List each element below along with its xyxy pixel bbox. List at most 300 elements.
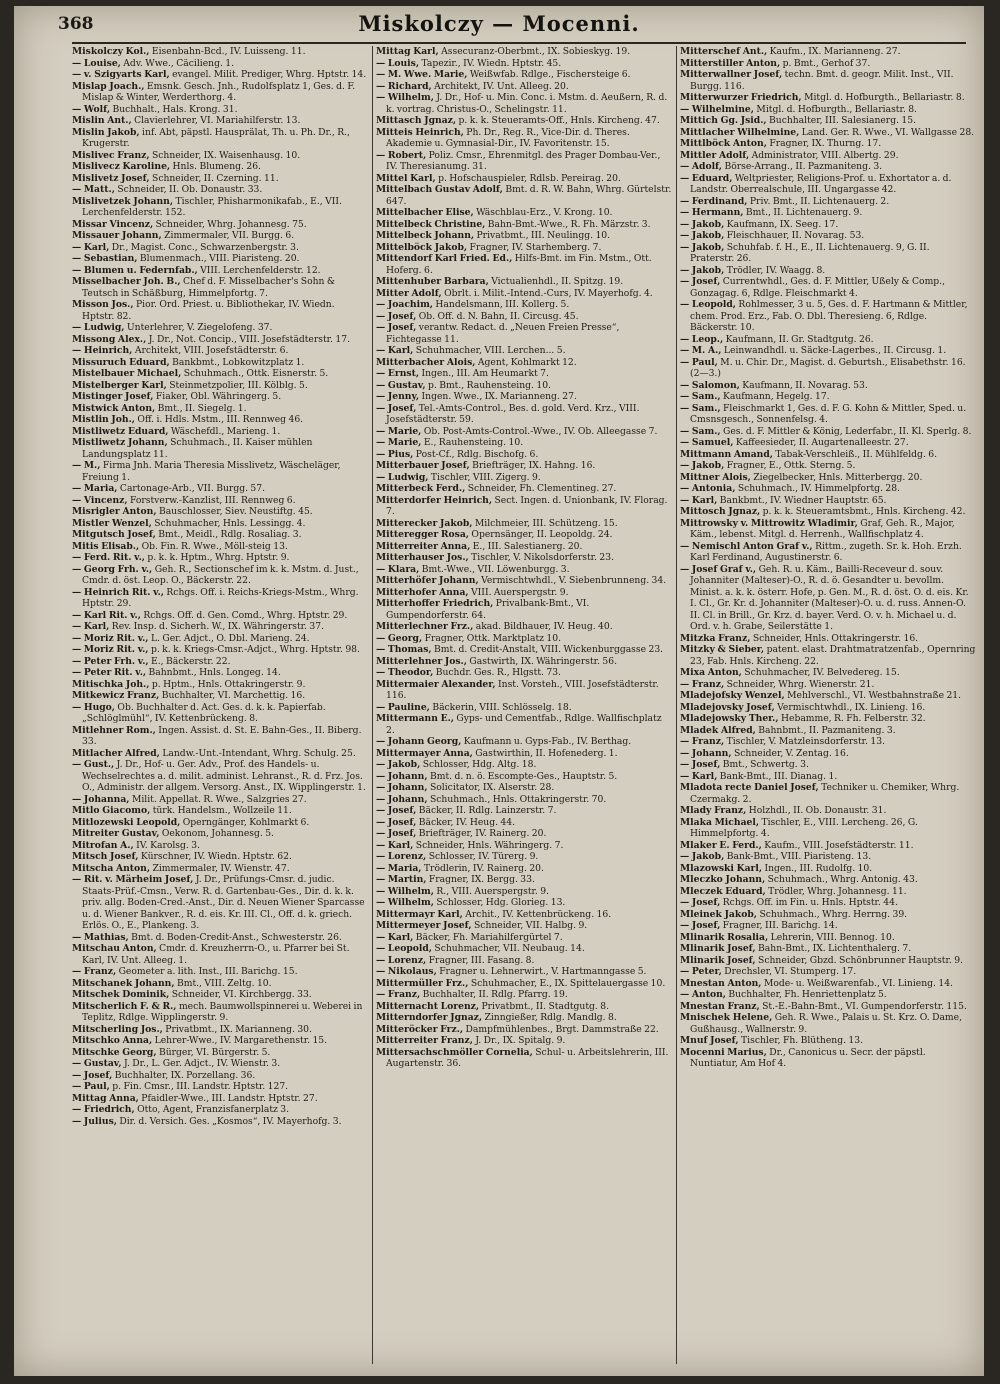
entry-details: Pfaidler-Wwe., III. Landstr. Hptstr. 27. bbox=[141, 1092, 318, 1104]
entry-name: — Johann Georg, bbox=[376, 736, 462, 747]
directory-entry bbox=[680, 1001, 976, 1013]
directory-entry bbox=[680, 725, 976, 737]
directory-entry bbox=[376, 322, 672, 345]
entry-name: Mitschek Dominik, bbox=[72, 989, 170, 1000]
directory-entry bbox=[376, 184, 672, 207]
entry-name: Mlinarik Josef, bbox=[680, 954, 756, 966]
entry-details: Firma Jnh. Maria Theresia Misslivetz, Wäscheläger, Freiung 1. bbox=[82, 460, 341, 483]
entry-details: Hebamme, R. Fh. Felberstr. 32. bbox=[781, 713, 926, 724]
directory-entry bbox=[680, 1012, 976, 1035]
entry-details: Börse-Arrang., II. Pazmaniteng. 3. bbox=[724, 161, 883, 172]
entry-name: Mittenhuber Barbara, bbox=[376, 276, 489, 287]
directory-entry bbox=[680, 495, 976, 507]
entry-name: — Josef, bbox=[680, 920, 721, 931]
entry-name: Mnuf Josef, bbox=[680, 1035, 739, 1046]
entry-name: Mitterlechner Frz., bbox=[376, 621, 474, 632]
entry-details: Schuhmach., IV. Himmelpfortg. 28. bbox=[737, 483, 900, 494]
entry-name: — Karl, bbox=[72, 621, 110, 632]
entry-name: — Sebastian, bbox=[72, 253, 138, 264]
directory-entry bbox=[72, 460, 368, 483]
entry-name: Mitterwallner Josef, bbox=[680, 69, 783, 80]
entry-details: p. Bmt., Gerhof 37. bbox=[782, 57, 871, 69]
entry-name: Mlinarik Rosalia, bbox=[680, 931, 769, 943]
directory-entry bbox=[680, 437, 976, 449]
entry-details: Eisenbahn-Bcd., IV. Luisseng. 11. bbox=[151, 46, 306, 57]
entry-name: Mitterecker Jakob, bbox=[376, 517, 473, 529]
entry-details: Bahn-Bmt.-Wwe., R. Fh. Märzstr. 3. bbox=[487, 218, 651, 230]
entry-details: Bäcker, Fh. Mariahilfergürtel 7. bbox=[415, 931, 563, 943]
directory-entry bbox=[72, 679, 368, 691]
entry-name: — Johann, bbox=[680, 747, 732, 759]
directory-entry bbox=[72, 150, 368, 162]
entry-details: Schneider, II. Ob. Donaustr. 33. bbox=[117, 184, 263, 195]
directory-entry bbox=[680, 357, 976, 380]
entry-details: Ingen. Wwe., IX. Marianneng. 27. bbox=[421, 391, 577, 402]
entry-details: p. k. k. Steueramtsbmt., Hnls. Kircheng. 42. bbox=[762, 506, 966, 517]
entry-details: Bäcker, IV. Heug. 44. bbox=[418, 816, 516, 828]
entry-name: — Johann, bbox=[376, 770, 428, 782]
entry-name: — Marie, bbox=[376, 437, 422, 448]
entry-name: — Jakob, bbox=[680, 460, 725, 471]
entry-name: — Friedrich, bbox=[72, 1104, 135, 1115]
directory-entry bbox=[72, 840, 368, 852]
entry-name: Mitterhoffer Friedrich, bbox=[376, 598, 494, 609]
directory-entry bbox=[72, 414, 368, 426]
directory-entry bbox=[680, 771, 976, 783]
entry-name: Mittermaier Alexander, bbox=[376, 678, 496, 690]
entry-name: — Marie, bbox=[376, 425, 422, 437]
entry-details: Kaufmann, IX. Seeg. 17. bbox=[726, 218, 839, 230]
entry-details: Geometer a. lith. Inst., III. Barichg. 15. bbox=[118, 966, 298, 977]
entry-name: Mislap Joach., bbox=[72, 80, 145, 92]
directory-entry bbox=[72, 610, 368, 622]
entry-name: Mitteregger Rosa, bbox=[376, 529, 469, 540]
entry-name: Mittel Karl, bbox=[376, 172, 436, 184]
directory-entry bbox=[72, 851, 368, 863]
entry-name: — Sam., bbox=[680, 402, 721, 414]
directory-entry bbox=[72, 81, 368, 104]
entry-name: — Karl, bbox=[680, 770, 718, 782]
directory-entry bbox=[72, 656, 368, 668]
entry-name: Mittendorf Karl Fried. Ed., bbox=[376, 253, 513, 264]
entry-name: Mitterreiter Franz, bbox=[376, 1035, 473, 1046]
entry-details: R., VIII. Auerspergstr. 9. bbox=[436, 885, 550, 897]
entry-name: Mittelbeck Christine, bbox=[376, 218, 486, 230]
directory-entry bbox=[72, 1070, 368, 1082]
entry-details: Schneider, Whrg. Wienerstr. 21. bbox=[726, 678, 875, 690]
directory-entry bbox=[680, 173, 976, 196]
entry-name: — Josef, bbox=[376, 805, 417, 816]
entry-name: — Nikolaus, bbox=[376, 966, 437, 977]
entry-name: Mitischka Joh., bbox=[72, 678, 150, 690]
directory-entry bbox=[680, 920, 976, 932]
entry-details: Bmt. d. R. W. Bahn, Whrg. Gürtelstr. 647. bbox=[386, 184, 672, 207]
entry-details: Dr., Canonicus u. Secr. der päpstl. Nuntiatur, Am Hof 4. bbox=[690, 1046, 926, 1069]
entry-name: Mittlacher Wilhelmine, bbox=[680, 126, 800, 138]
entry-details: p. Hofschauspieler, Rdlsb. Pereirag. 20. bbox=[438, 172, 621, 184]
entry-name: — Lorenz, bbox=[376, 851, 427, 862]
entry-details: Archit., IV. Kettenbrückeng. 16. bbox=[465, 908, 612, 920]
directory-entry bbox=[376, 150, 672, 173]
directory-columns bbox=[72, 46, 976, 1364]
entry-name: Mittermüller Frz., bbox=[376, 977, 469, 989]
entry-name: Mitterhauser Jos., bbox=[376, 552, 469, 563]
entry-name: — Salomon, bbox=[680, 379, 740, 391]
entry-details: J. Dr., Not. Concip., VIII. Josefstädterstr. 17. bbox=[148, 333, 350, 345]
directory-entry bbox=[680, 886, 976, 898]
entry-details: Pior. Ord. Priest. u. Bibliothekar, IV. Wiedn. Hptstr. 82. bbox=[82, 299, 335, 322]
entry-details: Geh. R., Sectionschef im k. k. Mstm. d. Just., Cmdr. d. öst. Leop. O., Bäckerstr. 22. bbox=[82, 563, 359, 586]
entry-details: Graf, Geh. R., Major, Käm., lebenst. Mitgl. d. Herrenh., Wallfischplatz 4. bbox=[690, 517, 955, 540]
directory-entry bbox=[72, 621, 368, 633]
directory-entry bbox=[72, 541, 368, 553]
entry-name: Mittler Adolf, bbox=[680, 149, 750, 161]
directory-entry bbox=[680, 817, 976, 840]
entry-details: Kaufmann, II. Gr. Stadtgutg. 26. bbox=[725, 333, 874, 345]
entry-details: Schuhmacher, IV. Belvedereg. 15. bbox=[744, 667, 900, 678]
entry-name: Mitscherling Jos., bbox=[72, 1023, 163, 1035]
directory-entry bbox=[680, 472, 976, 484]
directory-entry bbox=[680, 138, 976, 150]
entry-name: — Adolf, bbox=[680, 161, 723, 172]
entry-details: Chef d. F. Misselbacher's Sohn & Teutsch in Schäßburg, Himmelpfortg. 7. bbox=[82, 276, 336, 299]
entry-name: — Rit. v. Märheim Josef, bbox=[72, 874, 194, 885]
entry-details: Off. i. Hdls. Mstm., III. Rennweg 46. bbox=[137, 414, 304, 425]
entry-details: Kaufmann, Hegelg. 17. bbox=[723, 391, 830, 402]
entry-details: Wäschefdl., Marieng. 1. bbox=[170, 425, 281, 437]
entry-details: Tischler, E., VIII. Lercheng. 26, G. Himmelpfortg. 4. bbox=[690, 816, 918, 839]
entry-details: Schuhfab. f. H., E., II. Lichtenauerg. 9, G. II. Praterstr. 26. bbox=[690, 241, 930, 264]
entry-details: evangel. Milit. Prediger, Whrg. Hptstr. 14. bbox=[172, 69, 367, 80]
entry-name: Mlaker E. Ferd., bbox=[680, 839, 762, 851]
directory-entry bbox=[376, 92, 672, 115]
entry-name: Mitterreiter Anna, bbox=[376, 540, 471, 552]
entry-details: Bmt.-Wwe., VII. Löwenburgg. 3. bbox=[421, 563, 570, 575]
entry-name: Mitterwurzer Friedrich, bbox=[680, 92, 802, 103]
directory-entry bbox=[680, 874, 976, 886]
directory-entry bbox=[72, 115, 368, 127]
entry-details: Schuhmach., Whrg. Herrng. 39. bbox=[759, 908, 908, 920]
entry-details: Bank-Bmt., III. Dianag. 1. bbox=[719, 770, 838, 782]
entry-name: — Julius, bbox=[72, 1115, 117, 1127]
running-head: Miskolczy — Mocenni. bbox=[358, 11, 640, 36]
entry-details: Dampfmühlenbes., Brgt. Dammstraße 22. bbox=[465, 1023, 659, 1035]
entry-details: Kaufm., IX. Marianneng. 27. bbox=[769, 46, 901, 57]
entry-details: L. Ger. Adjct., O. Dbl. Marieng. 24. bbox=[150, 632, 310, 644]
entry-details: Bmt. d. n. ö. Escompte-Ges., Hauptstr. 5. bbox=[429, 770, 618, 782]
directory-entry bbox=[376, 276, 672, 288]
entry-details: Schneider, Hnls. Ottakringerstr. 16. bbox=[752, 632, 919, 644]
entry-details: Techniker u. Chemiker, Whrg. Czermakg. 2. bbox=[690, 782, 960, 805]
entry-name: Mislin Ant., bbox=[72, 115, 132, 126]
entry-details: Solicitator, IX. Alserstr. 28. bbox=[429, 782, 555, 793]
directory-entry bbox=[680, 150, 976, 162]
entry-name: Mittelbacher Elise, bbox=[376, 207, 474, 218]
directory-entry bbox=[376, 621, 672, 633]
directory-entry bbox=[680, 805, 976, 817]
directory-entry bbox=[72, 104, 368, 116]
entry-details: E., Bäckerstr. 22. bbox=[151, 655, 231, 667]
entry-name: Mitterhofer Anna, bbox=[376, 586, 469, 598]
entry-details: Lehrer-Wwe., IV. Margarethenstr. 15. bbox=[154, 1035, 328, 1046]
directory-entry bbox=[72, 748, 368, 760]
entry-name: — Paul, bbox=[680, 356, 718, 368]
entry-details: Schneider, Hnls. Währingerg. 7. bbox=[415, 839, 564, 851]
entry-details: Architekt, VIII. Josefstädterstr. 6. bbox=[134, 345, 289, 356]
entry-details: Priv. Bmt., II. Lichtenauerg. 2. bbox=[749, 195, 890, 207]
entry-details: Fleischmarkt 1, Ges. d. F. G. Kohn & Mittler, Sped. u. Cmsnsgesch., Sonnenfelsg. 4. bbox=[690, 402, 967, 425]
entry-details: Rittm., zugeth. Sr. k. Hoh. Erzh. Karl Ferdinand, Augustinerstr. 6. bbox=[690, 540, 962, 563]
entry-details: inf. Abt, päpstl. Hausprälat, Th. u. Ph. Dr., R., Krugerstr. bbox=[82, 126, 350, 149]
directory-entry bbox=[72, 552, 368, 564]
entry-name: — Pauline, bbox=[376, 701, 430, 713]
entry-details: Schneider, Gbzd. Schönbrunner Hauptstr. 9. bbox=[758, 954, 963, 966]
entry-name: — Josef, bbox=[680, 897, 721, 908]
entry-name: — Ludwig, bbox=[72, 322, 125, 333]
entry-details: Agent, Kohlmarkt 12. bbox=[477, 356, 577, 368]
entry-name: Mistliwetz Eduard, bbox=[72, 425, 169, 437]
entry-name: Mittasch Jgnaz, bbox=[376, 115, 457, 126]
entry-name: — Gust., bbox=[72, 759, 115, 770]
directory-entry bbox=[376, 1012, 672, 1024]
entry-details: Buchhalter, III. Salesianerg. 15. bbox=[769, 115, 917, 126]
entry-details: Bankbmt., IV. Wiedner Hauptstr. 65. bbox=[719, 494, 887, 506]
entry-details: Bmt., Schwertg. 3. bbox=[722, 759, 809, 770]
directory-entry bbox=[376, 598, 672, 621]
directory-entry bbox=[376, 656, 672, 668]
directory-entry bbox=[680, 932, 976, 944]
entry-name: Mnischek Helene, bbox=[680, 1012, 773, 1023]
entry-details: Ob. Off. d. N. Bahn, II. Circusg. 45. bbox=[418, 310, 579, 322]
entry-name: Mleczko Johann, bbox=[680, 874, 766, 885]
entry-name: Mitschke Georg, bbox=[72, 1046, 157, 1058]
directory-entry bbox=[680, 564, 976, 633]
directory-entry bbox=[72, 805, 368, 817]
directory-entry bbox=[376, 69, 672, 81]
directory-entry bbox=[72, 46, 368, 58]
entry-details: patent. elast. Drahtmatratzenfab., Opernring 23, Fab. Hnls. Kircheng. 22. bbox=[690, 644, 976, 667]
entry-details: Schneider, V. Zentag. 16. bbox=[733, 747, 849, 759]
entry-name: — M. Wwe. Marie, bbox=[376, 69, 468, 80]
entry-details: Privatbmt., III. Neulingg. 10. bbox=[476, 230, 611, 241]
directory-entry bbox=[72, 817, 368, 829]
directory-entry bbox=[72, 58, 368, 70]
entry-name: — Moriz Rit. v., bbox=[72, 644, 149, 655]
entry-details: Ingen. Assist. d. St. E. Bahn-Ges., II. Biberg. 33. bbox=[82, 724, 362, 747]
entry-details: verantw. Redact. d. „Neuen Freien Presse“, Fichtegasse 11. bbox=[386, 322, 620, 345]
directory-entry bbox=[680, 518, 976, 541]
entry-details: Rev. Insp. d. Sicherh. W., IX. Währingerstr. 37. bbox=[111, 621, 325, 632]
entry-name: — Jakob, bbox=[680, 851, 725, 862]
entry-details: Dir. d. Versich. Ges. „Kosmos“, IV. Mayerhofg. 3. bbox=[119, 1115, 342, 1127]
entry-name: — M., bbox=[72, 460, 101, 471]
directory-entry bbox=[376, 483, 672, 495]
entry-name: — Martin, bbox=[376, 874, 427, 885]
directory-entry bbox=[376, 966, 672, 978]
entry-name: — Antonia, bbox=[680, 483, 736, 494]
entry-details: Schneider, Whrg. Johannesg. 75. bbox=[155, 218, 307, 230]
directory-entry bbox=[72, 265, 368, 277]
directory-entry bbox=[376, 495, 672, 518]
entry-name: — Ferd. Rit. v., bbox=[72, 552, 145, 563]
directory-entry bbox=[72, 299, 368, 322]
entry-details: IV. Karolsg. 3. bbox=[136, 839, 201, 851]
entry-details: Ob. Buchhalter d. Act. Ges. d. k. k. Papierfab. „Schlöglmühl“, IV. Kettenbrückeng. 8. bbox=[82, 701, 326, 724]
directory-entry bbox=[680, 46, 976, 58]
entry-name: Mitreiter Gustav, bbox=[72, 828, 160, 839]
directory-entry bbox=[680, 633, 976, 645]
entry-details: Schuhmach., Ottk. Eisnerstr. 5. bbox=[183, 368, 329, 379]
directory-entry bbox=[680, 219, 976, 231]
entry-details: Rchgs. Off. i. Reichs-Kriegs-Mstm., Whrg. Hptstr. 29. bbox=[82, 586, 359, 609]
entry-details: Hnls. Blumeng. 26. bbox=[172, 161, 261, 172]
directory-entry bbox=[376, 288, 672, 300]
entry-details: Schuhmach., Hnls. Ottakringerstr. 70. bbox=[429, 793, 607, 805]
entry-details: Bmt., Meidl., Rdlg. Rosaliag. 3. bbox=[158, 529, 302, 540]
entry-details: Inst. Vorsteh., VIII. Josefstädterstr. 116. bbox=[386, 678, 659, 701]
directory-entry bbox=[376, 702, 672, 714]
entry-details: Schlosser, IV. Türerg. 9. bbox=[428, 851, 539, 862]
directory-entry bbox=[680, 161, 976, 173]
entry-details: Geh. R. u. Käm., Bailli-Receveur d. souv. Johanniter (Malteser)-O., R. d. ö. Gesandter u. bevollm. Minist. a. k. k. österr. Hofe, p. Gen. M., R. d. öst. O. d. eis. Kr. I. Cl., Gr. Kr. d. Johanniter (Malteser)-O. u. d. russ. Annen-O. II. Cl. in Brill., Gr. Krz. d. bayer. Verd. O. v. h. Michael u. d. Ord. v. h. Grabe, Seilerstätte 1. bbox=[690, 563, 969, 632]
entry-name: Mitgutsch Josef, bbox=[72, 529, 156, 540]
directory-entry bbox=[376, 828, 672, 840]
entry-name: — Sam., bbox=[680, 425, 721, 437]
entry-name: Mitschanek Johann, bbox=[72, 977, 175, 989]
entry-name: Mitterndorfer Jgnaz, bbox=[376, 1012, 483, 1023]
entry-details: Schneider, II. Czerning. 11. bbox=[152, 172, 279, 184]
entry-name: — Josef Graf v., bbox=[680, 563, 757, 575]
entry-name: — Karl, bbox=[376, 839, 414, 851]
entry-details: Cmdr. d. Kreuzherrn-O., u. Pfarrer bei St. Karl, IV. Unt. Alleeg. 1. bbox=[82, 943, 350, 966]
entry-name: Mladejowsky Ther., bbox=[680, 713, 779, 724]
directory-entry bbox=[376, 207, 672, 219]
directory-entry bbox=[680, 460, 976, 472]
entry-name: Mitsch Josef, bbox=[72, 851, 139, 862]
directory-entry bbox=[376, 345, 672, 357]
column-3 bbox=[680, 46, 976, 1364]
entry-name: — Josef, bbox=[680, 759, 721, 770]
directory-entry bbox=[680, 736, 976, 748]
entry-details: Bmt. d. Credit-Anstalt, VIII. Wickenburggasse 23. bbox=[434, 644, 664, 655]
directory-entry bbox=[376, 460, 672, 472]
directory-entry bbox=[376, 552, 672, 564]
entry-details: Briefträger, IX. Hahng. 16. bbox=[472, 460, 596, 471]
entry-name: Mitlehner Rom., bbox=[72, 724, 156, 736]
entry-details: Mitgl. d. Hofburgth., Bellariastr. 8. bbox=[756, 103, 917, 115]
entry-details: Schlosser, Hdg. Glorieg. 13. bbox=[436, 897, 566, 908]
entry-details: Obrlt. i. Milit.-Intend.-Curs, IV. Mayerhofg. 4. bbox=[444, 287, 653, 299]
entry-details: Bäckerin, VIII. Schlösselg. 18. bbox=[432, 701, 572, 713]
entry-name: Missar Vincenz, bbox=[72, 218, 154, 230]
entry-details: Bahn-Bmt., IX. Lichtenthalerg. 7. bbox=[758, 943, 912, 954]
entry-name: Missauer Johann, bbox=[72, 230, 162, 241]
entry-details: p. Fin. Cmsr., III. Landstr. Hptstr. 127. bbox=[112, 1081, 289, 1092]
entry-details: Schuhmacher, VII. Neubaug. 14. bbox=[434, 943, 585, 954]
directory-entry bbox=[376, 587, 672, 599]
directory-entry bbox=[680, 897, 976, 909]
entry-name: Mleinek Jakob, bbox=[680, 908, 758, 920]
entry-details: Drechsler, VI. Stumperg. 17. bbox=[724, 966, 857, 977]
directory-entry bbox=[72, 357, 368, 369]
entry-name: — Josef, bbox=[72, 1069, 113, 1081]
entry-name: — Theodor, bbox=[376, 667, 434, 678]
entry-name: Mittelbeck Johann, bbox=[376, 230, 475, 241]
entry-name: — Karl, bbox=[376, 345, 414, 356]
entry-details: VIII. Auerspergstr. 9. bbox=[471, 586, 569, 598]
entry-name: — Gustav, bbox=[376, 379, 426, 391]
directory-entry bbox=[72, 161, 368, 173]
entry-name: Mitter Adolf, bbox=[376, 287, 442, 299]
entry-details: Kaffeesieder, II. Augartenalleestr. 27. bbox=[735, 437, 909, 448]
entry-details: Fragner u. Lehnerwirt., V. Hartmanngasse 5. bbox=[439, 966, 647, 977]
entry-details: Kaufmann u. Gyps-Fab., IV. Berthag. bbox=[463, 736, 632, 747]
entry-name: — Klara, bbox=[376, 563, 420, 575]
entry-name: Mladek Alfred, bbox=[680, 724, 756, 736]
entry-details: Privatbmt., II. Stadtgutg. 8. bbox=[481, 1000, 610, 1012]
entry-details: Ph. Dr., Reg. R., Vice-Dir. d. Theres. Akademie u. Gymnasial-Dir., IV. Favoritenstr. 15. bbox=[386, 126, 630, 149]
entry-details: Cartonage-Arb., VII. Burgg. 57. bbox=[119, 483, 266, 494]
directory-entry bbox=[376, 449, 672, 461]
directory-entry bbox=[72, 1035, 368, 1047]
entry-name: Mittersachschmöller Cornelia, bbox=[376, 1046, 533, 1058]
entry-details: Poliz. Cmsr., Ehrenmitgl. des Prager Dombau-Ver., IV. Theresianumg. 31. bbox=[386, 149, 661, 172]
entry-details: E., III. Salestianerg. 20. bbox=[472, 540, 583, 552]
directory-entry bbox=[72, 828, 368, 840]
entry-name: — Josef, bbox=[376, 816, 417, 828]
entry-details: VIII. Lerchenfelderstr. 12. bbox=[200, 264, 321, 276]
entry-name: Mittich Gg. Jsid., bbox=[680, 115, 767, 126]
entry-details: Fragner, E., Ottk. Sterng. 5. bbox=[726, 460, 856, 471]
entry-name: — Ferdinand, bbox=[680, 195, 748, 207]
directory-entry bbox=[72, 253, 368, 265]
entry-details: Bmt., II. Siegelg. 1. bbox=[157, 402, 247, 414]
directory-entry bbox=[72, 759, 368, 794]
entry-name: Mitscha Anton, bbox=[72, 862, 151, 874]
entry-details: Architekt, IV. Unt. Alleeg. 20. bbox=[434, 80, 569, 92]
entry-name: Mlinarik Josef, bbox=[680, 943, 756, 954]
directory-entry bbox=[72, 1081, 368, 1093]
entry-details: J. Dr., IX. Spitalg. 9. bbox=[475, 1035, 566, 1046]
entry-name: — Pius, bbox=[376, 448, 414, 460]
directory-entry bbox=[72, 943, 368, 966]
column-2 bbox=[376, 46, 672, 1364]
entry-name: Mittelbach Gustav Adolf, bbox=[376, 184, 503, 195]
directory-entry bbox=[680, 115, 976, 127]
directory-entry bbox=[376, 805, 672, 817]
directory-entry bbox=[680, 207, 976, 219]
directory-entry bbox=[72, 1001, 368, 1024]
entry-name: — Jakob, bbox=[680, 218, 725, 230]
directory-entry bbox=[376, 81, 672, 93]
entry-name: — Josef, bbox=[376, 402, 417, 414]
entry-details: Ges. d. F. Mittler & König, Lederfabr., II. Kl. Sperlg. 8. bbox=[723, 425, 972, 437]
entry-details: akad. Bildhauer, IV. Heug. 40. bbox=[475, 621, 613, 632]
entry-details: Tischler, VIII. Zigerg. 9. bbox=[430, 471, 541, 483]
directory-entry bbox=[680, 196, 976, 208]
directory-entry bbox=[376, 759, 672, 771]
directory-entry bbox=[72, 69, 368, 81]
entry-name: Mistelberger Karl, bbox=[72, 379, 167, 391]
entry-name: — Hermann, bbox=[680, 207, 744, 218]
directory-entry bbox=[72, 380, 368, 392]
entry-details: Assecuranz-Oberbmt., IX. Sobieskyg. 19. bbox=[441, 46, 631, 57]
entry-details: Post-Cf., Rdlg. Bischofg. 6. bbox=[415, 448, 539, 460]
entry-name: Mittermayr Karl, bbox=[376, 908, 463, 920]
entry-name: — Maria, bbox=[376, 862, 422, 874]
entry-name: Mittermann E., bbox=[376, 713, 454, 724]
entry-name: Mitterschef Ant., bbox=[680, 46, 768, 57]
